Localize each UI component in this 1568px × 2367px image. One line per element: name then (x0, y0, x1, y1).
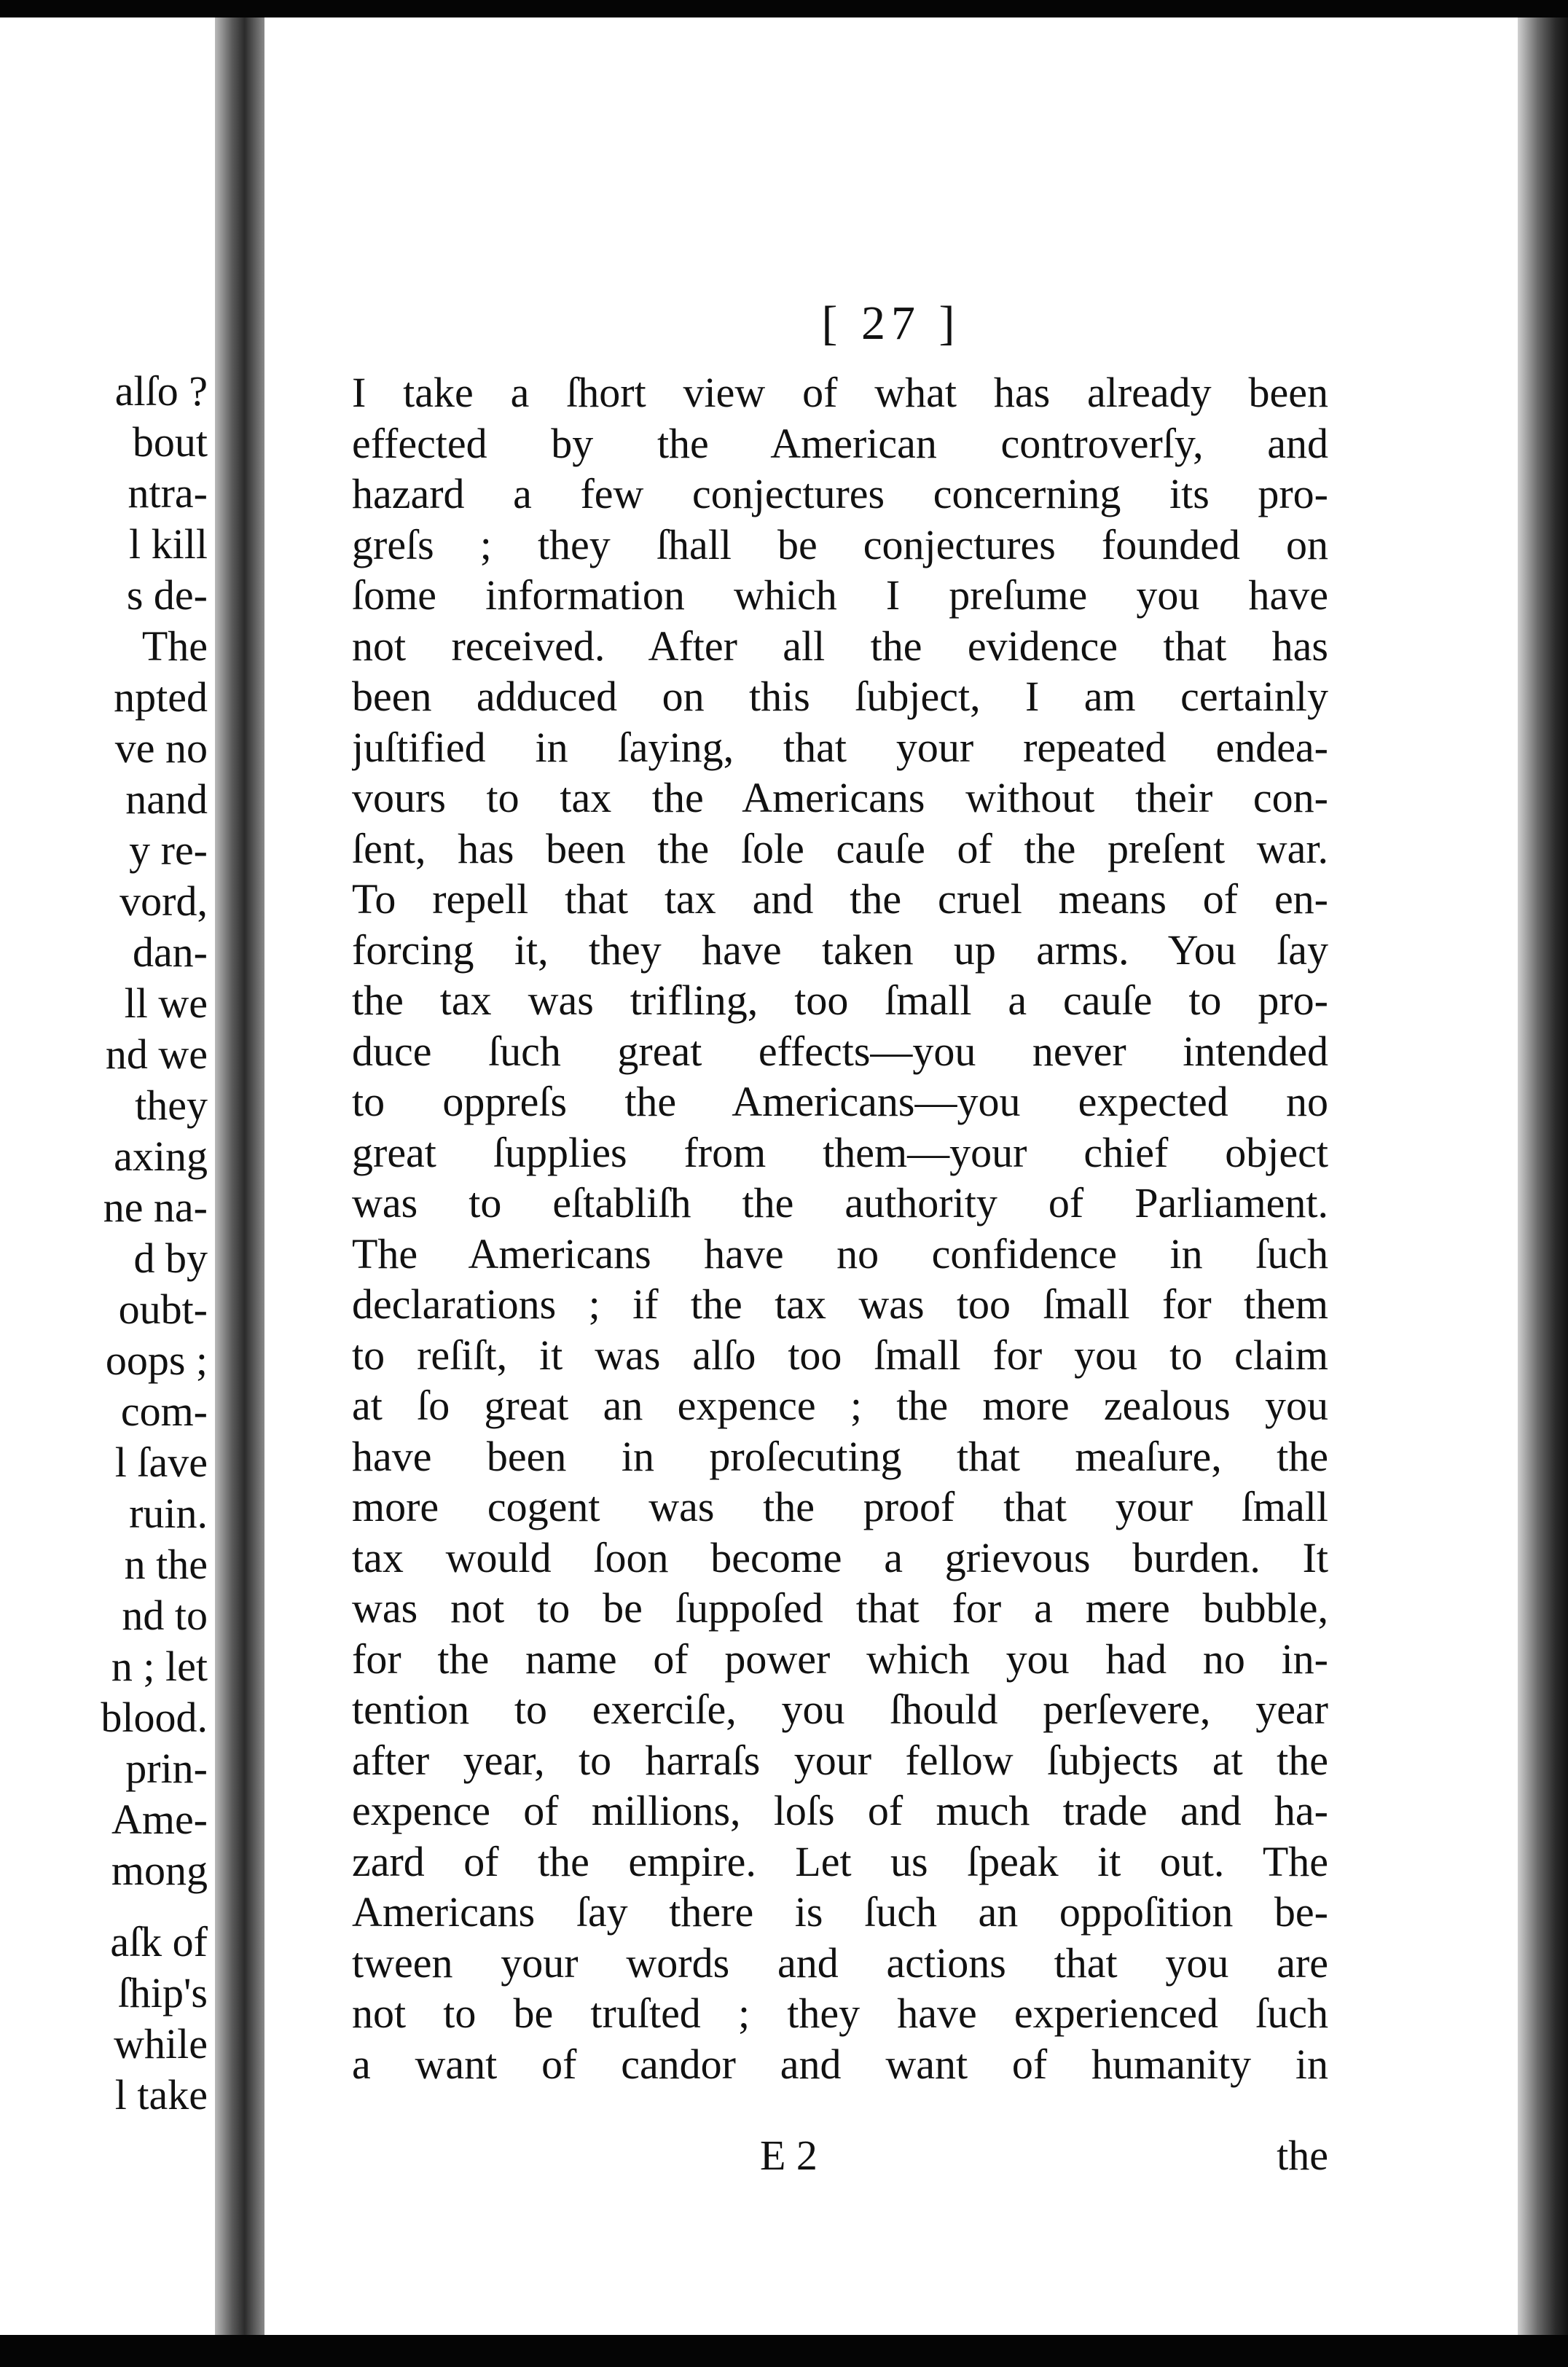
text-line: for the name of power which you had no in- (352, 1635, 1328, 1683)
text-line: effected by the American controverſy, and (352, 419, 1328, 467)
text-line: vours to tax the Americans without their con- (352, 774, 1328, 821)
text-line: great ſupplies from them—your chief object (352, 1128, 1328, 1176)
left-page-line: l kill (129, 520, 208, 568)
left-page-line: Ame- (111, 1796, 208, 1843)
text-line: ſome information which I preſume you have (352, 571, 1328, 619)
text-line: the tax was trifling, too ſmall a cauſe to pro- (352, 977, 1328, 1024)
left-page-line: n ; let (111, 1643, 208, 1690)
text-line: tween your words and actions that you are (352, 1938, 1328, 1987)
right-page (264, 17, 1518, 2335)
left-page-line: d by (133, 1235, 208, 1282)
left-page-line: nand (125, 775, 208, 823)
left-page-line: n the (124, 1541, 208, 1588)
left-page-line: l take (114, 2071, 208, 2118)
text-line: to oppreſs the Americans—you expected no (352, 1078, 1328, 1125)
text-line: was to eſtabliſh the authority of Parliament. (352, 1179, 1328, 1226)
text-line: greſs ; they ſhall be conjectures founded on (352, 520, 1328, 568)
text-line: duce ſuch great effects—you never intended (352, 1027, 1328, 1075)
text-line: have been in proſecuting that meaſure, the (352, 1432, 1328, 1480)
page-edge (1518, 17, 1568, 2335)
left-page-line: The (141, 622, 208, 670)
text-line: The Americans have no confidence in ſuch (352, 1229, 1328, 1278)
left-page-line: y re- (129, 826, 208, 874)
text-line: was not to be ſuppoſed that for a mere bubble, (352, 1584, 1328, 1632)
page-number-header: [ 27 ] (821, 297, 961, 350)
page-footer (352, 2131, 1328, 2189)
book-gutter (215, 17, 264, 2335)
left-page-line: alſo ? (114, 367, 208, 415)
left-page-line: mong (111, 1847, 208, 1894)
text-line: hazard a few conjectures concerning its pro- (352, 470, 1328, 517)
left-page-line: ſhip's (117, 1969, 208, 2016)
left-page-line: l ſave (114, 1439, 208, 1486)
text-line: ſent, has been the ſole cauſe of the preſent war. (352, 824, 1328, 872)
left-page-line: nd we (105, 1030, 208, 1078)
text-line: not received. After all the evidence that has (352, 622, 1328, 670)
text-line: at ſo great an expence ; the more zealous you (352, 1382, 1328, 1429)
left-page-line: they (135, 1081, 208, 1129)
left-page-line: bout (132, 418, 208, 466)
text-line: more cogent was the proof that your ſmall (352, 1483, 1328, 1530)
left-page-line: ll we (124, 979, 208, 1027)
left-page-line: ne na- (103, 1184, 208, 1231)
text-line: I take a ſhort view of what has already been (352, 369, 1328, 416)
text-line: not to be truſted ; they have experienced ſuch (352, 1990, 1328, 2037)
text-line: Americans ſay there is ſuch an oppoſition be- (352, 1888, 1328, 1936)
left-page-line: axing (114, 1132, 208, 1180)
left-page-line: ve no (114, 724, 208, 772)
text-line: declarations ; if the tax was too ſmall for them (352, 1280, 1328, 1328)
text-line: juſtified in ſaying, that your repeated endea- (352, 723, 1328, 771)
left-page-text (0, 366, 208, 2121)
left-page-line: prin- (125, 1745, 208, 1792)
text-line: after year, to harraſs your fellow ſubjects at the (352, 1736, 1328, 1784)
text-line: a want of candor and want of humanity in (352, 2040, 1328, 2088)
scan-border-top (0, 0, 1568, 17)
left-page-line: com- (120, 1388, 208, 1435)
left-page-line: dan- (132, 928, 208, 976)
left-page-line: aſk of (110, 1918, 208, 1965)
text-line: tention to exerciſe, you ſhould perſevere, year (352, 1686, 1328, 1733)
text-line: zard of the empire. Let us ſpeak it out. The (352, 1837, 1328, 1885)
signature-mark: E 2 (760, 2132, 818, 2179)
left-page-line: s de- (126, 571, 208, 619)
left-page-line: oops ; (105, 1337, 208, 1384)
text-line: to reſiſt, it was alſo too ſmall for you to claim (352, 1331, 1328, 1379)
left-page-line: while (114, 2020, 208, 2067)
text-line: expence of millions, loſs of much trade and ha- (352, 1787, 1328, 1834)
text-line: To repell that tax and the cruel means of en- (352, 875, 1328, 923)
left-page-line: ruin. (129, 1490, 208, 1537)
text-line: been adduced on this ſubject, I am certainly (352, 673, 1328, 720)
left-page-line: blood. (101, 1694, 208, 1741)
left-facing-page (0, 17, 215, 2335)
left-page-line: oubt- (118, 1286, 208, 1333)
scan-border-bottom (0, 2335, 1568, 2367)
left-page-line: vord, (119, 877, 208, 925)
catchword: the (1277, 2132, 1328, 2179)
left-page-line: nd to (122, 1592, 208, 1639)
left-page-line: npted (114, 673, 208, 721)
left-page-line: ntra- (128, 469, 208, 517)
text-line: forcing it, they have taken up arms. You ſay (352, 926, 1328, 974)
text-line: tax would ſoon become a grievous burden. It (352, 1533, 1328, 1581)
body-text (352, 367, 1328, 2089)
